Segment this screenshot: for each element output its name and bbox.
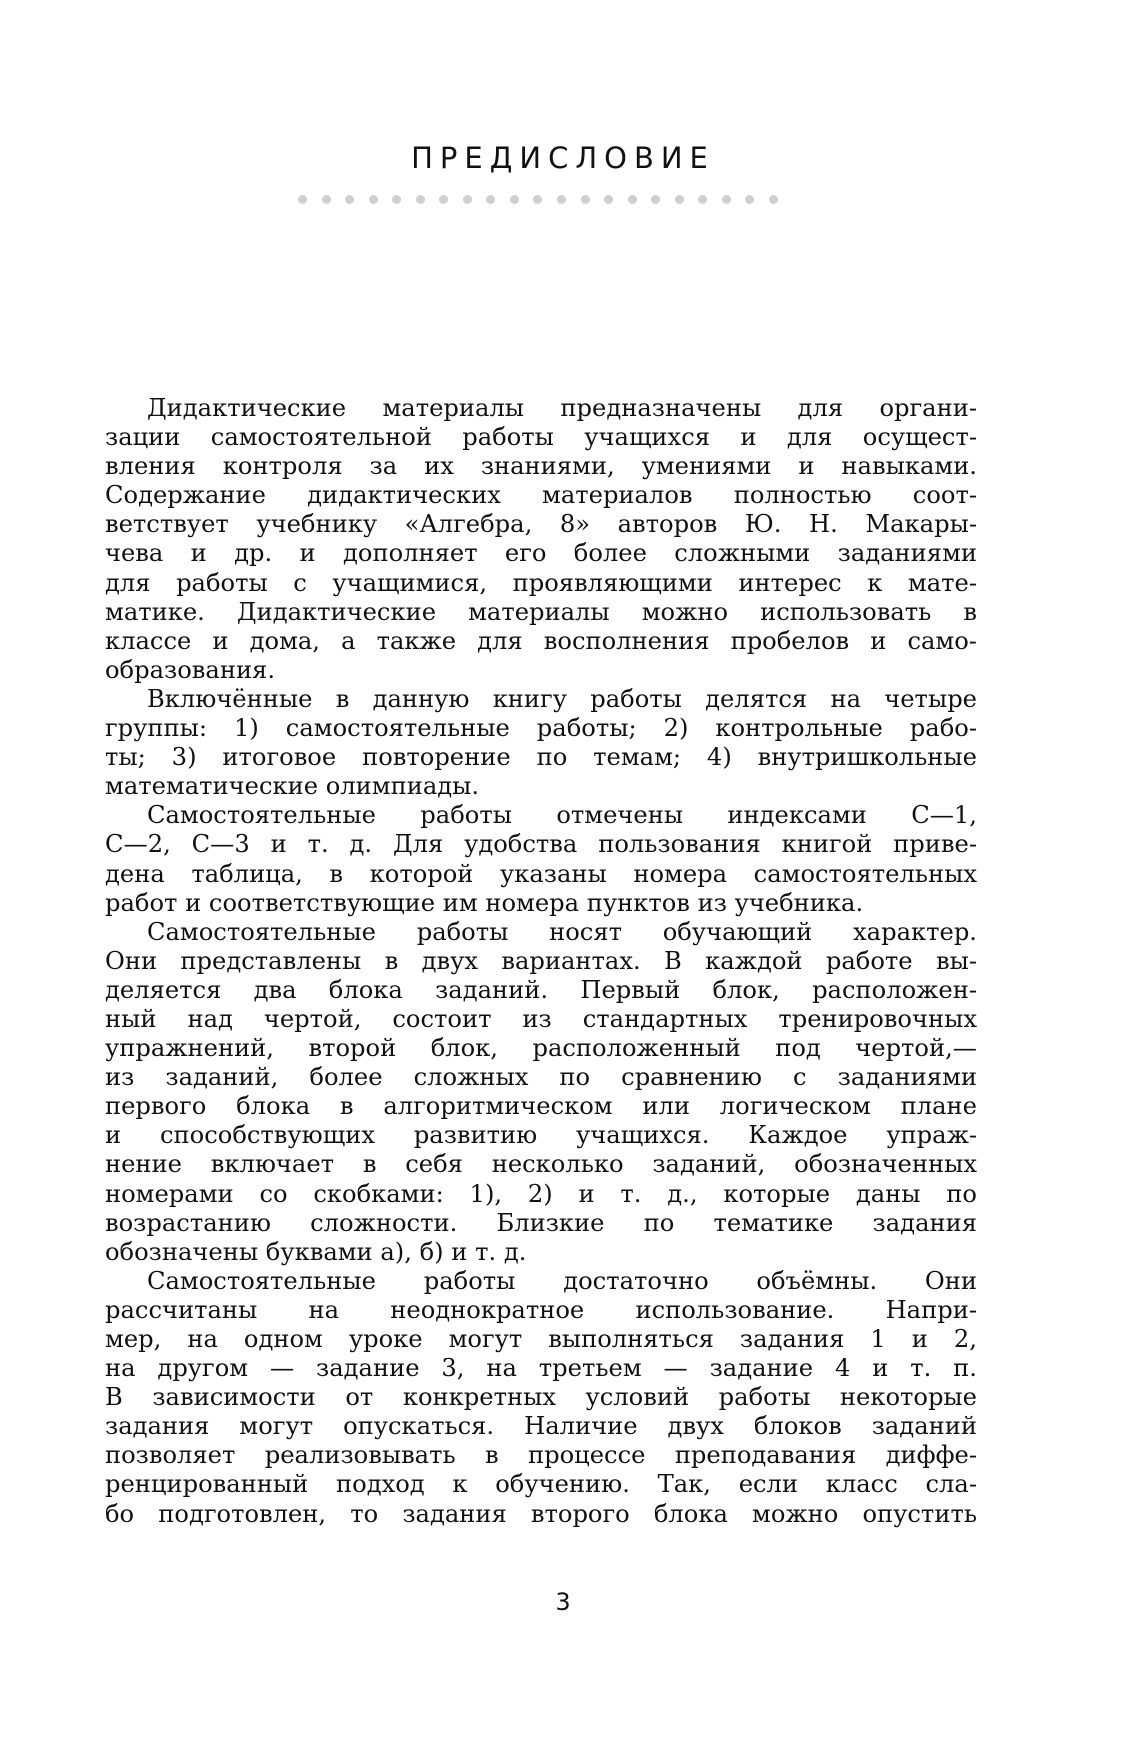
paragraph (105, 685, 977, 801)
text-line: номерами со скобками: 1), 2) и т. д., которые даны по (105, 1179, 977, 1208)
text-line: Самостоятельные работы достаточно объёмны. Они (147, 1266, 977, 1295)
divider-dot (510, 195, 519, 204)
text-line: Самостоятельные работы носят обучающий характер. (147, 917, 977, 946)
divider-dot (533, 195, 542, 204)
text-line: классе и дома, а также для восполнения пробелов и само- (105, 626, 977, 655)
text-line: обозначены буквами а), б) и т. д. (105, 1237, 527, 1266)
text-line: ный над чертой, состоит из стандартных тренировочных (105, 1004, 977, 1033)
paragraph (105, 1267, 977, 1529)
divider-dot (745, 195, 754, 204)
divider-dot (769, 195, 778, 204)
text-line: работ и соответствующие им номера пунктов из учебника. (105, 888, 864, 917)
text-line: рассчитаны на неоднократное использование. Напри- (105, 1295, 977, 1324)
text-line: дена таблица, в которой указаны номера самостоятельных (105, 859, 977, 888)
divider-dot (463, 195, 472, 204)
text-line: возрастанию сложности. Близкие по тематике задания (105, 1208, 977, 1237)
text-line: и способствующих развитию учащихся. Каждое упраж- (105, 1121, 977, 1150)
text-line: Включённые в данную книгу работы делятся на четыре (147, 684, 977, 713)
divider-dot (604, 195, 613, 204)
text-line: позволяет реализовывать в процессе преподавания диффе- (105, 1441, 977, 1470)
divider-dot (392, 195, 401, 204)
divider-dot (416, 195, 425, 204)
page-number: 3 (555, 1588, 571, 1616)
text-line: зации самостоятельной работы учащихся и для осущест- (105, 423, 977, 452)
divider-dot (628, 195, 637, 204)
text-line: группы: 1) самостоятельные работы; 2) контрольные рабо- (105, 714, 977, 743)
text-line: ветствует учебнику «Алгебра, 8» авторов Ю. Н. Макары- (105, 510, 977, 539)
paragraph (105, 918, 977, 1267)
divider-dot (557, 195, 566, 204)
dotted-divider (298, 193, 778, 205)
divider-dot (486, 195, 495, 204)
text-line: С—2, С—3 и т. д. Для удобства пользования книгой приве- (105, 830, 977, 859)
text-line: Самостоятельные работы отмечены индексами С—1, (147, 801, 977, 830)
divider-dot (369, 195, 378, 204)
text-line: В зависимости от конкретных условий работы некоторые (105, 1383, 977, 1412)
text-line: Дидактические материалы предназначены для органи- (147, 394, 977, 422)
text-line: ренцированный подход к обучению. Так, если класс сла- (105, 1470, 977, 1499)
divider-dot (581, 195, 590, 204)
divider-dot (345, 195, 354, 204)
text-line: мер, на одном уроке могут выполняться задания 1 и 2, (105, 1325, 977, 1353)
text-line: из заданий, более сложных по сравнению с заданиями (105, 1063, 977, 1092)
divider-dot (651, 195, 660, 204)
text-line: чева и др. и дополняет его более сложными заданиями (105, 539, 977, 568)
text-line: матике. Дидактические материалы можно использовать в (105, 597, 977, 626)
divider-dot (722, 195, 731, 204)
paragraph (105, 801, 977, 917)
divider-dot (675, 195, 684, 204)
text-line: деляется два блока заданий. Первый блок, расположен- (105, 975, 977, 1004)
text-line: первого блока в алгоритмическом или логическом плане (105, 1092, 977, 1121)
body-text (105, 394, 977, 1529)
text-line: бо подготовлен, то задания второго блока можно опустить (105, 1499, 977, 1528)
divider-dot (698, 195, 707, 204)
text-line: задания могут опускаться. Наличие двух блоков заданий (105, 1412, 977, 1441)
divider-dot (298, 195, 307, 204)
divider-dot (439, 195, 448, 204)
paragraph (105, 394, 977, 685)
text-line: упражнений, второй блок, расположенный под чертой,— (105, 1034, 977, 1063)
text-line: математические олимпиады. (105, 772, 480, 801)
divider-dot (322, 195, 331, 204)
text-line: образования. (105, 655, 276, 684)
text-line: для работы с учащимися, проявляющими интерес к мате- (105, 568, 977, 597)
page-title: ПРЕДИСЛОВИЕ (411, 141, 715, 175)
text-line: на другом — задание 3, на третьем — задание 4 и т. п. (105, 1354, 977, 1383)
text-line: вления контроля за их знаниями, умениями и навыками. (105, 452, 977, 481)
text-line: нение включает в себя несколько заданий, обозначенных (105, 1150, 977, 1179)
text-line: ты; 3) итоговое повторение по темам; 4) внутришкольные (105, 743, 977, 772)
text-line: Содержание дидактических материалов полностью соот- (105, 481, 977, 510)
text-line: Они представлены в двух вариантах. В каждой работе вы- (105, 946, 977, 975)
